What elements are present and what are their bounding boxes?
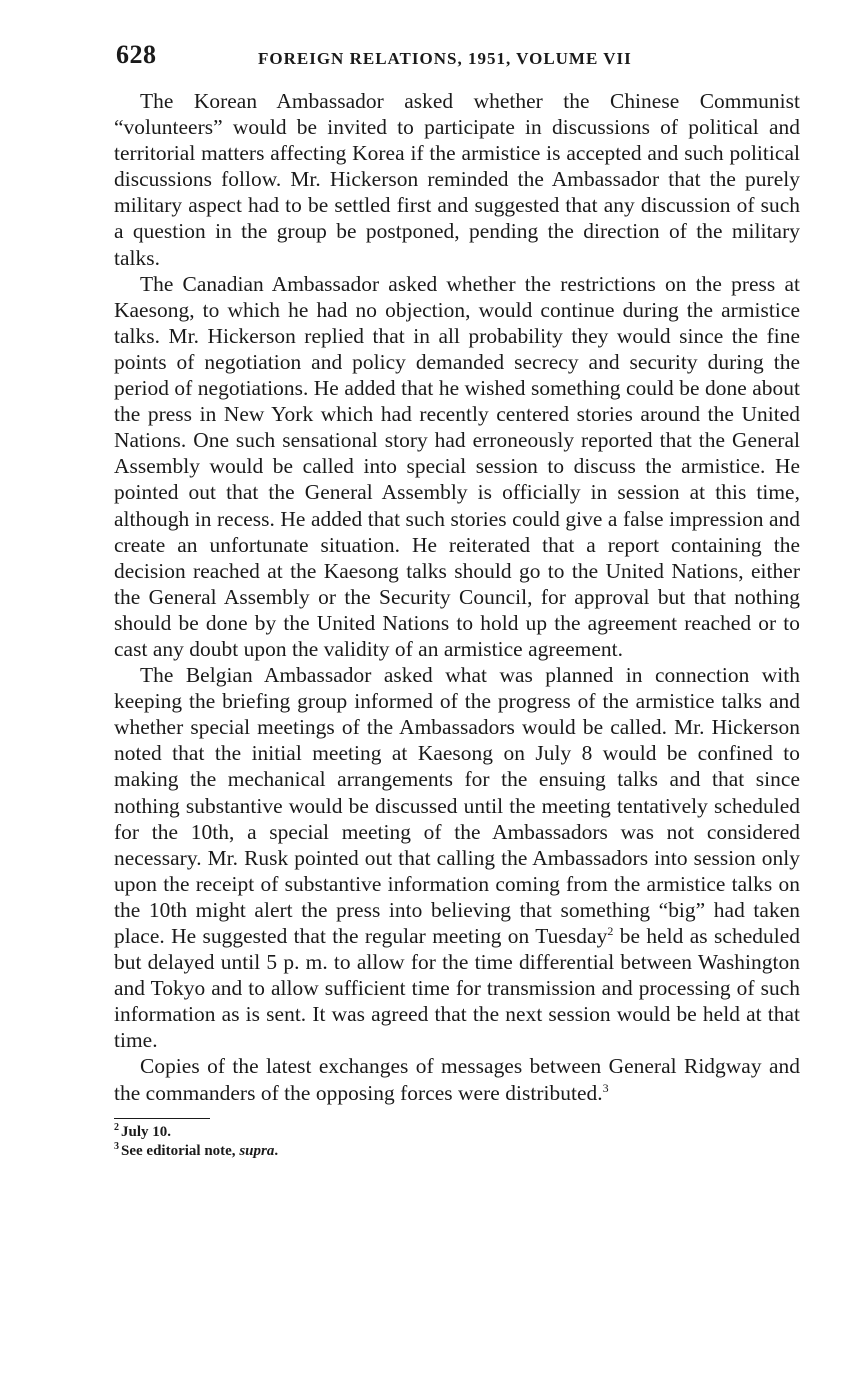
footnote-divider <box>114 1118 210 1119</box>
paragraph-belgian-ambassador <box>114 662 800 1053</box>
footnote-3 <box>114 1142 800 1161</box>
footnote-reference: 3 <box>602 1080 609 1095</box>
footnotes <box>114 1123 800 1161</box>
footnote-text: See editorial note, <box>121 1142 240 1159</box>
footnote-reference: 2 <box>607 923 614 938</box>
running-title: FOREIGN RELATIONS, 1951, VOLUME VII <box>258 49 632 68</box>
paragraph-text: The Belgian Ambassador asked what was planned in connection with keeping the briefing group informed of the progress of the armistice talks and whether special meetings of the Ambassadors would be called. Mr. Hickerson noted that the initial meeting at Kaesong on July 8 would be confined to making the mechanical arrangements for the ensuing talks and that since nothing substantive would be discussed until the meeting tentatively scheduled for the 10th, a special meeting of the Ambassadors was not considered necessary. Mr. Rusk pointed out that calling the Ambassadors into session only upon the receipt of substantive information coming from the armistice talks on the 10th might alert the press into believing that something “big” had taken place. He suggested that the regular meeting on Tuesday <box>114 663 800 948</box>
footnote-text: July 10. <box>121 1123 172 1140</box>
footnote-2 <box>114 1123 800 1142</box>
page-number: 628 <box>116 40 157 69</box>
footnote-mark: 3 <box>114 1140 119 1152</box>
document-page <box>114 36 800 1161</box>
paragraph-canadian-ambassador: The Canadian Ambassador asked whether the restrictions on the press at Kaesong, to which he had no objection, would continue during the armistice talks. Mr. Hickerson replied that in all probability they would since the fine points of negotiation and policy demanded secrecy and security during the period of negotiations. He added that he wished something could be done about the press in New York which had recently centered stories around the United Nations. One such sensational story had erroneously reported that the General Assembly would be called into special session to discuss the armistice. He pointed out that the General Assembly is officially in session at this time, although in recess. He added that such stories could give a false impression and create an unfortunate situation. He reiterated that a report containing the decision reached at the Kaesong talks should go to the United Nations, either the General Assembly or the Security Council, for approval but that nothing should be done by the United Nations to hold up the agreement reached or to cast any doubt upon the validity of an armistice agreement. <box>114 271 800 661</box>
paragraph-copies-distributed <box>114 1053 800 1105</box>
running-head <box>114 36 800 76</box>
body-text <box>114 88 800 1106</box>
footnote-text-end: . <box>274 1142 279 1159</box>
paragraph-korean-ambassador: The Korean Ambassador asked whether the Chinese Communist “volunteers” would be invited to participate in discussions of political and territorial matters affecting Korea if the armistice is accepted and such political discussions follow. Mr. Hickerson reminded the Ambassador that the purely military aspect had to be settled first and suggested that any discussion of such a question in the group be postponed, pending the direction of the military talks. <box>114 89 800 270</box>
footnote-italic-text: supra <box>239 1142 275 1159</box>
paragraph-text: Copies of the latest exchanges of messages between General Ridgway and the commanders of the opposing forces were distributed. <box>114 1054 800 1105</box>
footnote-mark: 2 <box>114 1121 119 1133</box>
paragraph-text: be held as scheduled but delayed until 5 p. m. to allow for the time differential between Washington and Tokyo and to allow sufficient time for transmission and processing of such information as is sent. It was agreed that the next session would be held at that time. <box>114 924 801 1053</box>
